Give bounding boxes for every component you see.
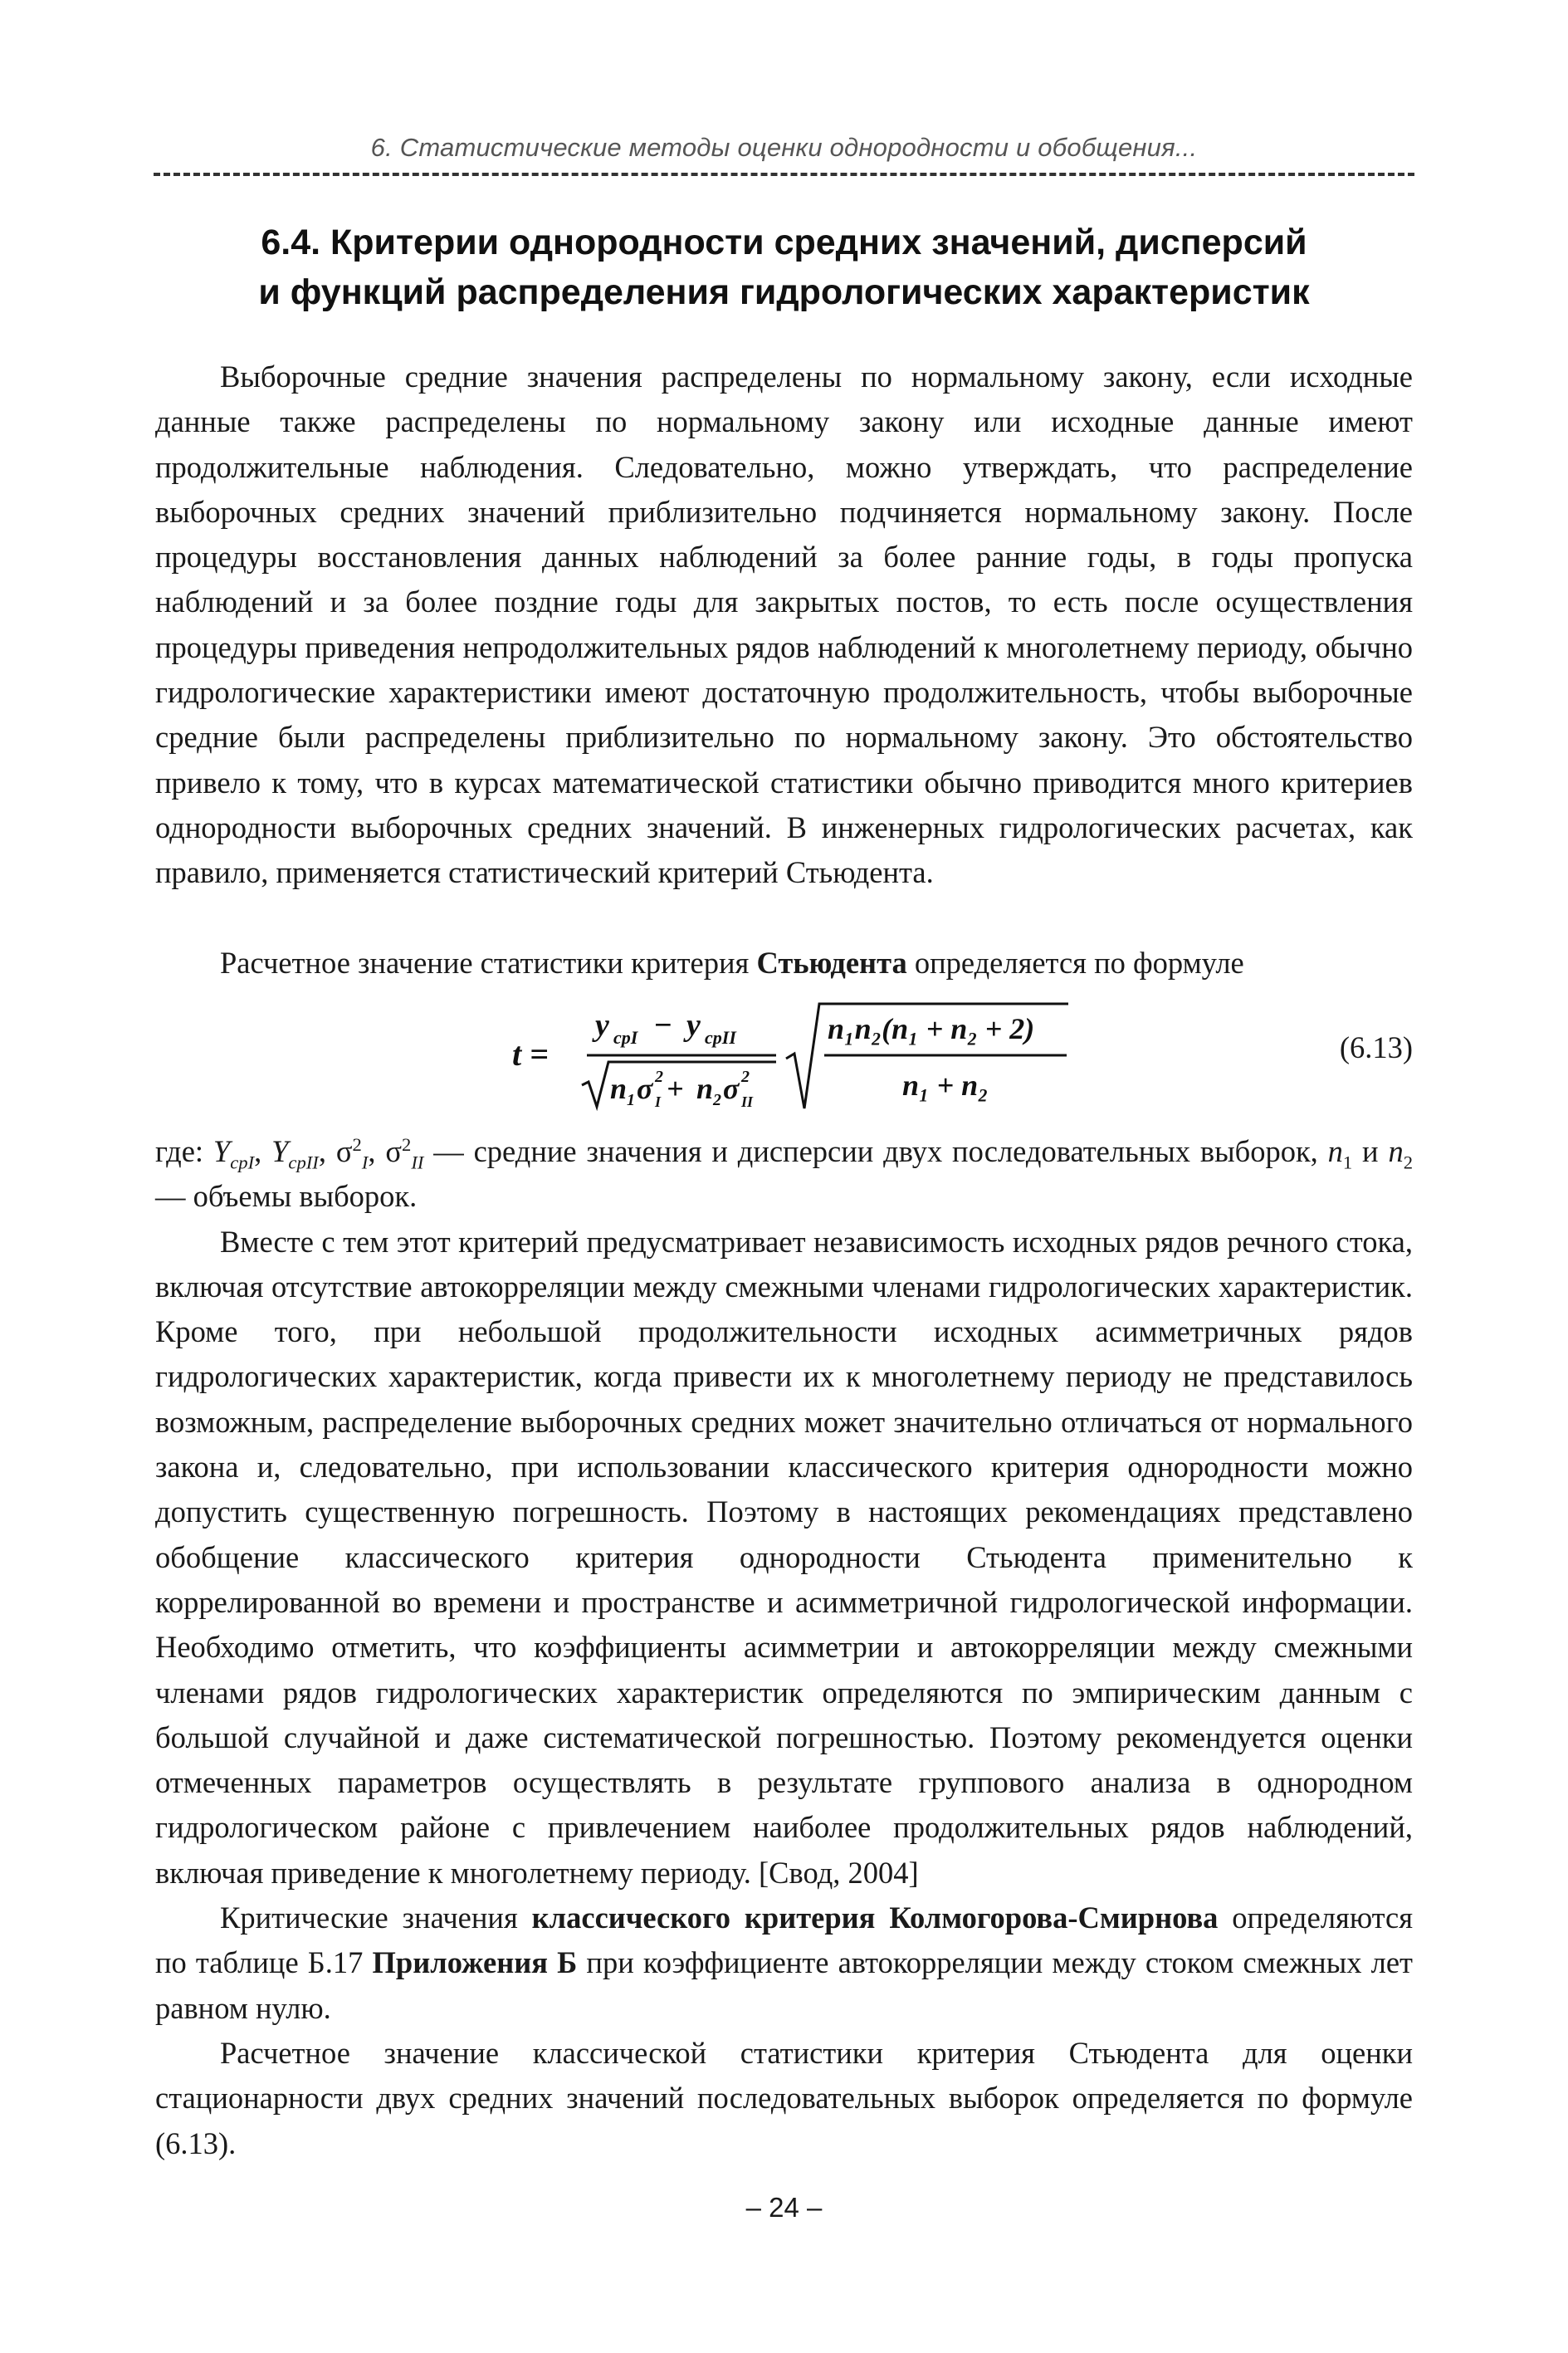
body-text-top: [155, 355, 1413, 896]
formula-num-minus: −: [653, 1008, 673, 1043]
formula-root-denominator: n₁ + n₂: [902, 1069, 989, 1102]
formula-den-sigma2: σ: [723, 1072, 740, 1105]
formula-den-n2: n: [696, 1072, 714, 1105]
student-formula: [512, 992, 1218, 1113]
student-term: Стьюдента: [756, 946, 907, 980]
paragraph-4: Критические значения классического критерия Колмогорова-Смирнова определяются по таблице Б.17 Приложения Б при коэффициенте автокорреляции между стоком смежных лет равном нулю.: [155, 1900, 1413, 2025]
paragraph-3: Вместе с тем этот критерий предусматривает независимость исходных рядов речного стока, включая отсутствие автокорреляции между смежными членами гидрологических характеристик. Кроме того, при небольшой продолжительности исходных асимметричных рядов гидрологических характеристик, когда привести их к многолетнему периоду не представилось возможным, распределение выборочных средних может значительно отличаться от нормального закона и, следовательно, при использовании классического критерия однородности можно допустить существенную погрешность. Поэтому в настоящих рекомендациях представлено обобщение классического критерия однородности Стьюдента применительно к коррелированной во времени и пространстве и асимметричной гидрологической информации. Необходимо отметить, что коэффициенты асимметрии и автокорреляции между смежными членами рядов гидрологических характеристик определяются по эмпирическим данным с большой случайной и даже систематической погрешностью. Поэтому рекомендуется оценки отмеченных параметров осуществлять в результате группового анализа в однородном гидрологическом районе с привлечением наиболее продолжительных рядов наблюдений, включая приведение к многолетнему периоду. [Свод, 2004]: [155, 1224, 1413, 1890]
header-dashed-rule: [154, 173, 1414, 176]
formula-lhs: t =: [512, 1035, 549, 1073]
formula-den-n2-sub: 2: [713, 1091, 721, 1109]
formula-num-y2: y: [686, 1008, 701, 1043]
formula-den-n1: n: [610, 1072, 628, 1105]
document-page: [155, 0, 1413, 2353]
section-title-line-1: 6.4. Критерии однородности средних значений, дисперсий: [261, 223, 1307, 262]
paragraph-5: Расчетное значение классической статистики критерия Стьюдента для оценки стационарности двух средних значений последовательных выборок определяется по формуле (6.13).: [155, 2035, 1413, 2160]
section-title: [155, 218, 1413, 317]
formula-den-plus: +: [667, 1072, 684, 1105]
appendix-b-term: Приложения Б: [372, 1945, 578, 1980]
formula-den-sq1: 2: [655, 1068, 663, 1086]
formula-den-sigma1: σ: [637, 1072, 653, 1105]
paragraph-formula-intro: Расчетное значение статистики критерия Стьюдента определяется по формуле: [220, 946, 1244, 980]
equation-number: (6.13): [1339, 1030, 1413, 1064]
formula-num-y1: y: [595, 1008, 609, 1043]
formula-num-sub1: срI: [613, 1027, 638, 1048]
formula-den-sig-sub2: II: [741, 1093, 754, 1110]
paragraph-where: где: $Y_{срI}$, $Y_{срII}$, $\sigma^2_I$, $\sigma^2_{II}$ — средние значения и дисперсии двух последовательных выборок, $n_1$ и $n_2$ — объемы выборок.: [155, 1133, 1413, 1214]
body-text-bottom: [155, 1129, 1413, 2166]
formula-num-sub2: срII: [705, 1027, 736, 1048]
formula-den-n1-sub: 1: [627, 1091, 635, 1109]
formula-den-sq2: 2: [741, 1068, 750, 1086]
section-title-line-2: и функций распределения гидрологических характеристик: [258, 272, 1310, 312]
paragraph-1: Выборочные средние значения распределены по нормальному закону, если исходные данные также распределены по нормальному закону или исходные данные имеют продолжительные наблюдения. Следовательно, можно утверждать, что распределение выборочных средних значений приблизительно подчиняется нормальному закону. После процедуры восстановления данных наблюдений за более ранние годы, в годы пропуска наблюдений и за более поздние годы для закрытых постов, то есть после осуществления процедуры приведения непродолжительных рядов наблюдений к многолетнему периоду, обычно гидрологические характеристики имеют достаточную продолжительность, чтобы выборочные средние были распределены приблизительно по нормальному закону. Это обстоятельство привело к тому, что в курсах математической статистики обычно приводится много критериев однородности выборочных средних значений. В инженерных гидрологических расчетах, как правило, применяется статистический критерий Стьюдента.: [155, 360, 1413, 890]
formula-den-sig-sub1: I: [655, 1093, 662, 1110]
running-header: 6. Статистические методы оценки однородности и обобщения...: [370, 133, 1198, 162]
page-number: – 24 –: [745, 2192, 823, 2223]
kolmogorov-term: классического критерия Колмогорова-Смирнова: [531, 1900, 1219, 1935]
formula-root-numerator: n₁n₂(n₁ + n₂ + 2): [828, 1012, 1035, 1045]
